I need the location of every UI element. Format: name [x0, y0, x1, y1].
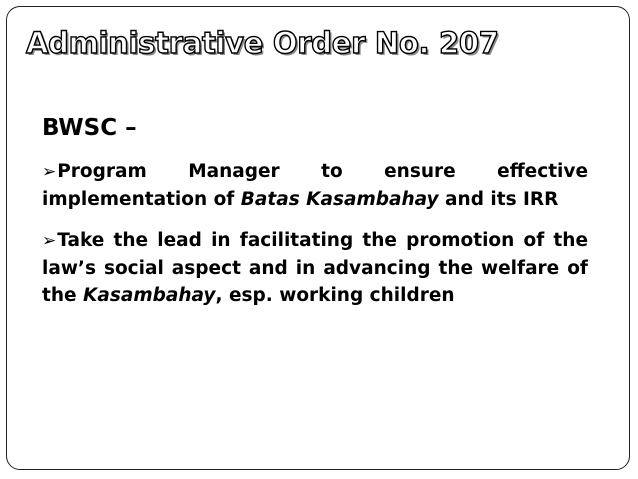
slide-subheading: BWSC –	[42, 115, 137, 141]
arrow-bullet-icon: ➢	[42, 162, 57, 182]
slide-title: Administrative Order No. 207	[26, 26, 499, 60]
bullet-text: Program Manager to ensure effective implementation of	[42, 161, 588, 210]
bullet-item-take-the-lead	[42, 227, 588, 309]
bullet-text: , esp. working children	[215, 285, 455, 306]
bullet-item-program-manager	[42, 158, 588, 213]
bullet-text: and its IRR	[438, 189, 559, 210]
slide-content	[42, 113, 588, 309]
bullet-text: Take the lead in facilitating the promotion of the law’s social aspect and in advancing the welfare of the	[42, 230, 588, 306]
bullet-emphasis: Kasambahay	[83, 285, 216, 306]
bullet-emphasis: Batas Kasambahay	[240, 189, 439, 210]
arrow-bullet-icon: ➢	[42, 231, 57, 251]
